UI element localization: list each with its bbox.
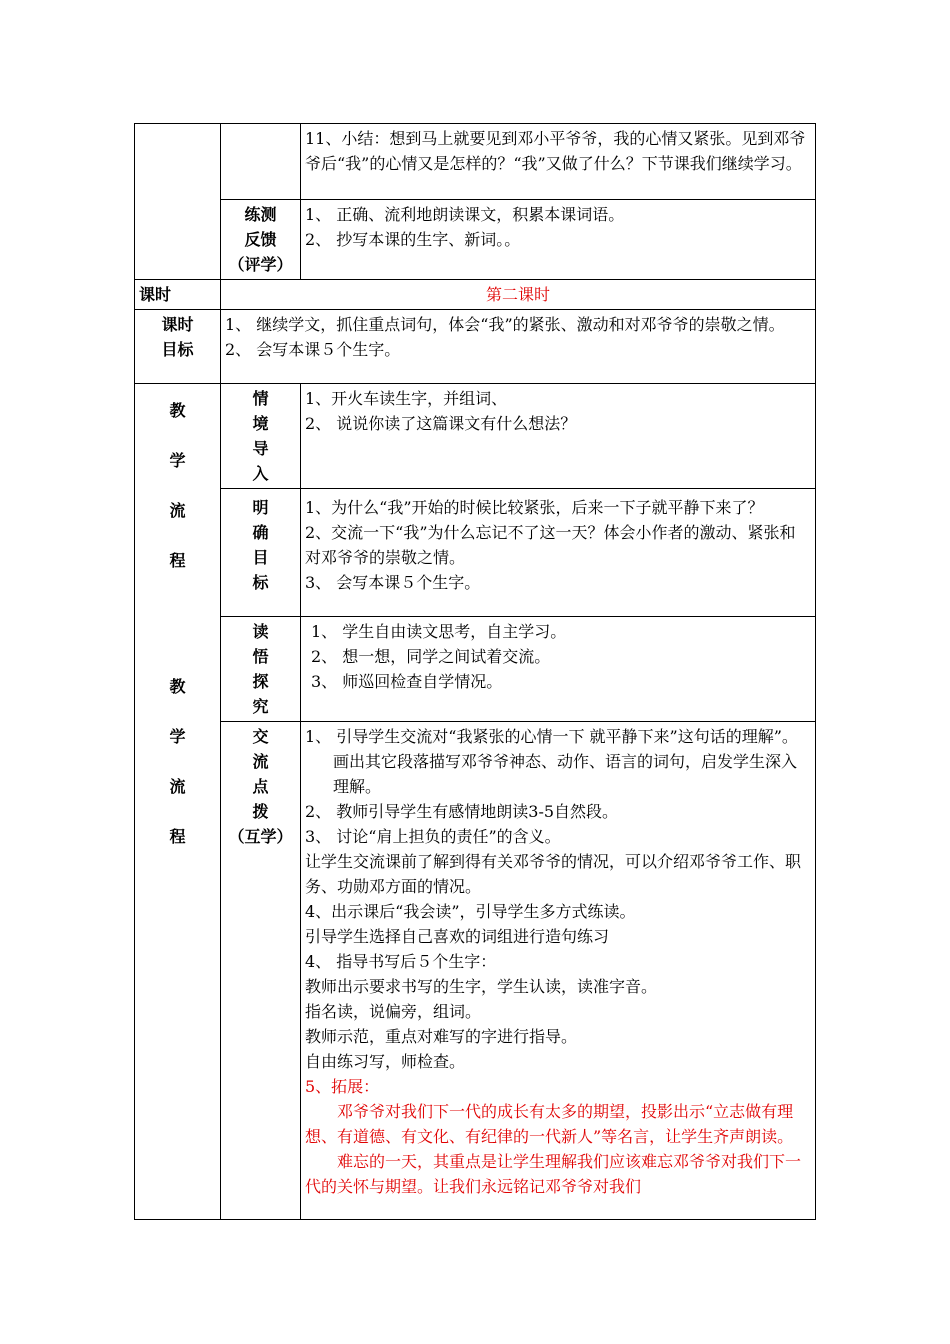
read-label — [221, 617, 301, 722]
discuss-detail: 指名读，说偏旁，组词。 — [305, 1002, 482, 1021]
label-char: 悟 — [252, 647, 269, 666]
extension-paragraph: 邓爷爷对我们下一代的成长有太多的期望，投影出示“立志做有理想、有道德、有文化、有纪律的一代新人”等名言，让学生齐声朗读。 — [305, 1102, 794, 1146]
intro-label — [221, 384, 301, 489]
intro-line: 1、开火车读生字，并组词、 — [305, 389, 508, 408]
row-goal — [135, 310, 816, 384]
label-char: 境 — [252, 414, 269, 433]
discuss-item: 1、 引导学生交流对“我紧张的心情一下 就平静下来”这句话的理解”。画出其它段落描写邓爷爷神态、动作、语言的词句，启发学生深入理解。 — [305, 727, 798, 796]
label-char: 目标 — [161, 340, 194, 359]
row-step-goal — [135, 489, 816, 617]
vertical-char: 教 — [169, 401, 186, 420]
goal-label — [135, 310, 221, 384]
discuss-detail: 引导学生选择自己喜欢的词组进行造句练习 — [305, 927, 610, 946]
teaching-process-label — [135, 384, 221, 1220]
label-char: 流 — [252, 752, 269, 771]
row-step-intro — [135, 384, 816, 489]
discuss-item: 2、 教师引导学生有感情地朗读3-5自然段。 — [305, 802, 619, 821]
label-char: 读 — [252, 622, 269, 641]
period-value: 第二课时 — [221, 280, 816, 310]
discuss-text — [301, 722, 816, 1220]
feedback-line: 1、 正确、流利地朗读课文，积累本课词语。 — [305, 205, 625, 224]
clear-goal-label — [221, 489, 301, 617]
label-char: 明 — [252, 498, 269, 517]
feedback-line: 2、 抄写本课的生字、新词。。 — [305, 230, 521, 249]
discuss-detail: 自由练习写，师检查。 — [305, 1052, 466, 1071]
summary-text — [301, 124, 816, 200]
label-char: （互学） — [228, 827, 293, 846]
summary-line: 11、小结：想到马上就要见到邓小平爷爷，我的心情又紧张。见到邓爷爷后“我”的心情又是怎样的？“我”又做了什么？下节课我们继续学习。 — [305, 129, 806, 173]
feedback-text — [301, 200, 816, 280]
label-char: 练测 — [244, 205, 277, 224]
goal-line: 1、 继续学文，抓住重点词句，体会“我”的紧张、激动和对邓爷爷的崇敬之情。 — [225, 315, 785, 334]
empty-cell — [135, 124, 221, 280]
read-line: 2、 想一想，同学之间试着交流。 — [311, 647, 551, 666]
empty-cell — [221, 124, 301, 200]
row-period — [135, 280, 816, 310]
label-char: 究 — [252, 697, 269, 716]
label-char: 探 — [252, 672, 269, 691]
vertical-char: 流 — [169, 777, 186, 796]
discuss-label — [221, 722, 301, 1220]
discuss-detail: 教师出示要求书写的生字，学生认读，读准字音。 — [305, 977, 658, 996]
feedback-label — [221, 200, 301, 280]
read-line: 1、 学生自由读文思考，自主学习。 — [311, 622, 567, 641]
clear-goal-text — [301, 489, 816, 617]
label-char: （评学） — [228, 255, 293, 274]
label-char: 点 — [252, 777, 269, 796]
label-char: 情 — [252, 389, 269, 408]
label-char: 导 — [252, 439, 269, 458]
label-char: 拨 — [252, 802, 269, 821]
vertical-char: 学 — [169, 451, 186, 470]
discuss-item: 4、出示课后“我会读”，引导学生多方式练读。 — [305, 902, 636, 921]
read-text — [301, 617, 816, 722]
row-step-read — [135, 617, 816, 722]
intro-line: 2、 说说你读了这篇课文有什么想法？ — [305, 414, 577, 433]
label-char: 课时 — [161, 315, 194, 334]
intro-text — [301, 384, 816, 489]
extension-paragraph: 难忘的一天，其重点是让学生理解我们应该难忘邓爷爷对我们下一代的关怀与期望。让我们永远铭记邓爷爷对我们 — [305, 1152, 802, 1196]
goal-line: 3、 会写本课５个生字。 — [305, 573, 481, 592]
row-step-discuss — [135, 722, 816, 1220]
discuss-item: 3、 讨论“肩上担负的责任”的含义。 — [305, 827, 561, 846]
label-char: 入 — [252, 464, 269, 483]
extension-heading: 5、拓展： — [305, 1077, 380, 1096]
period-label: 课时 — [135, 280, 221, 310]
vertical-char: 教 — [169, 677, 186, 696]
read-line: 3、 师巡回检查自学情况。 — [311, 672, 503, 691]
vertical-char: 流 — [169, 501, 186, 520]
goal-line: 2、交流一下“我”为什么忘记不了这一天？体会小作者的激动、紧张和对邓爷爷的崇敬之情。 — [305, 523, 796, 567]
discuss-detail: 让学生交流课前了解到得有关邓爷爷的情况，可以介绍邓爷爷工作、职务、功勋邓方面的情况。 — [305, 852, 802, 896]
label-char: 确 — [252, 523, 269, 542]
goal-text — [221, 310, 816, 384]
row-summary — [135, 124, 816, 200]
discuss-item: 4、 指导书写后５个生字： — [305, 952, 497, 971]
label-char: 交 — [252, 727, 269, 746]
goal-line: 1、为什么“我”开始的时候比较紧张，后来一下子就平静下来了？ — [305, 498, 764, 517]
discuss-detail: 教师示范，重点对难写的字进行指导。 — [305, 1027, 578, 1046]
row-feedback — [135, 200, 816, 280]
vertical-char: 学 — [169, 727, 186, 746]
label-char: 反馈 — [244, 230, 277, 249]
vertical-char: 程 — [169, 827, 186, 846]
vertical-char: 程 — [169, 551, 186, 570]
label-char: 标 — [252, 573, 269, 592]
label-char: 目 — [252, 548, 269, 567]
lesson-plan-table — [134, 123, 816, 1220]
goal-line: 2、 会写本课５个生字。 — [225, 340, 401, 359]
